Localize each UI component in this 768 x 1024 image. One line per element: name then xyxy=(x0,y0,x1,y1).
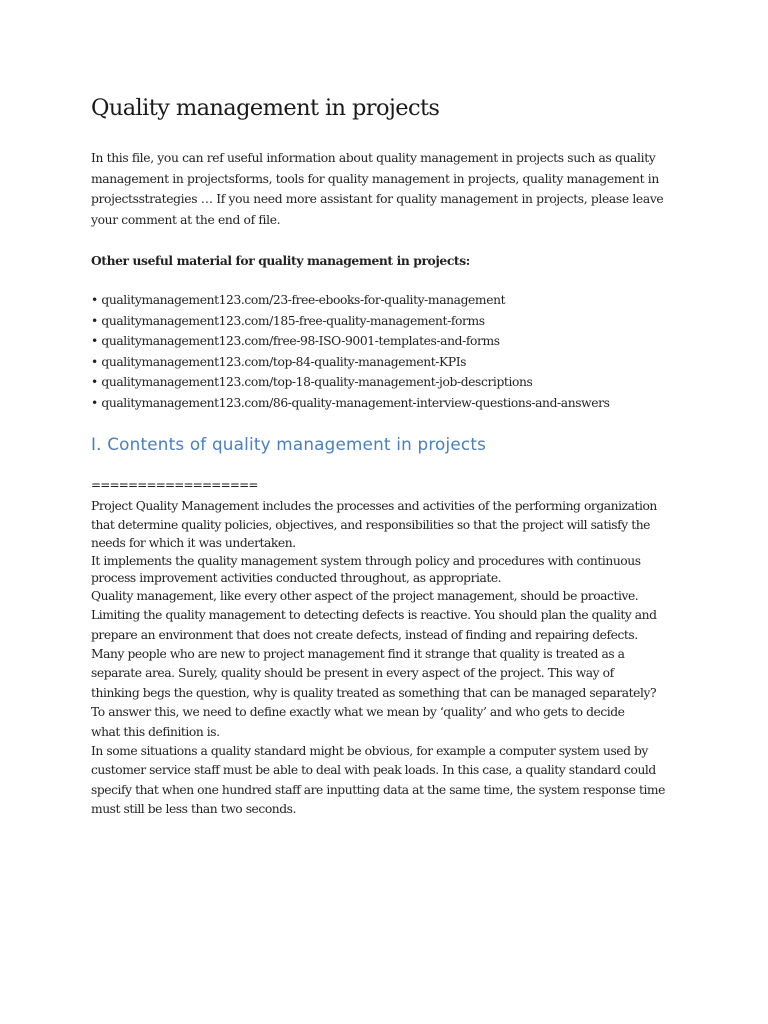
intro-line: your comment at the end of file. xyxy=(91,212,281,227)
body-line: customer service staff must be able to deal with peak loads. In this case, a quality standard could xyxy=(91,763,656,778)
body-line: thinking begs the question, why is quality treated as something that can be managed separately? xyxy=(91,685,657,700)
body-line: what this definition is. xyxy=(91,724,220,739)
body-line: process improvement activities conducted throughout, as appropriate. xyxy=(91,571,502,586)
body-line: prepare an environment that does not create defects, instead of finding and repairing defects. xyxy=(91,627,638,642)
document-title: Quality management in projects xyxy=(91,95,440,121)
intro-line: management in projectsforms, tools for quality management in projects, quality management in xyxy=(91,171,659,186)
body-paragraphs xyxy=(91,497,681,819)
body-line: specify that when one hundred staff are inputting data at the same time, the system response time xyxy=(91,782,665,797)
body-line: Limiting the quality management to detecting defects is reactive. You should plan the quality and xyxy=(91,608,657,623)
section-heading: I. Contents of quality management in projects xyxy=(91,434,487,454)
body-line: must still be less than two seconds. xyxy=(91,802,296,817)
body-line: Quality management, like every other aspect of the project management, should be proactive. xyxy=(91,588,639,603)
link-item[interactable]: • qualitymanagement123.com/23-free-ebooks-for-quality-management xyxy=(91,293,506,307)
link-item[interactable]: • qualitymanagement123.com/top-84-quality-management-KPIs xyxy=(91,354,467,369)
body-line: In some situations a quality standard might be obvious, for example a computer system used by xyxy=(91,743,648,758)
material-heading: Other useful material for quality management in projects: xyxy=(91,253,470,268)
intro-line: projectsstrategies … If you need more assistant for quality management in projects, please leave xyxy=(91,192,664,207)
body-line: Project Quality Management includes the processes and activities of the performing organization xyxy=(91,499,657,513)
link-list xyxy=(91,290,610,414)
body-line: needs for which it was undertaken. xyxy=(91,535,296,550)
body-line: separate area. Surely, quality should be present in every aspect of the project. This way of xyxy=(91,666,614,681)
body-line: It implements the quality management system through policy and procedures with continuous xyxy=(91,553,641,568)
link-item[interactable]: • qualitymanagement123.com/86-quality-management-interview-questions-and-answers xyxy=(91,395,610,410)
link-item[interactable]: • qualitymanagement123.com/free-98-ISO-9001-templates-and-forms xyxy=(91,334,500,349)
body-line: Many people who are new to project management find it strange that quality is treated as a xyxy=(91,646,625,661)
link-item[interactable]: • qualitymanagement123.com/top-18-quality-management-job-descriptions xyxy=(91,375,533,390)
intro-line: In this file, you can ref useful information about quality management in projects such as quality xyxy=(91,151,656,165)
link-item[interactable]: • qualitymanagement123.com/185-free-quality-management-forms xyxy=(91,313,485,328)
intro-paragraph xyxy=(91,148,681,230)
separator-line: ================== xyxy=(91,478,258,492)
body-line: To answer this, we need to define exactly what we mean by ‘quality’ and who gets to decide xyxy=(91,705,625,720)
body-line: that determine quality policies, objectives, and responsibilities so that the project will satisfy the xyxy=(91,518,650,533)
